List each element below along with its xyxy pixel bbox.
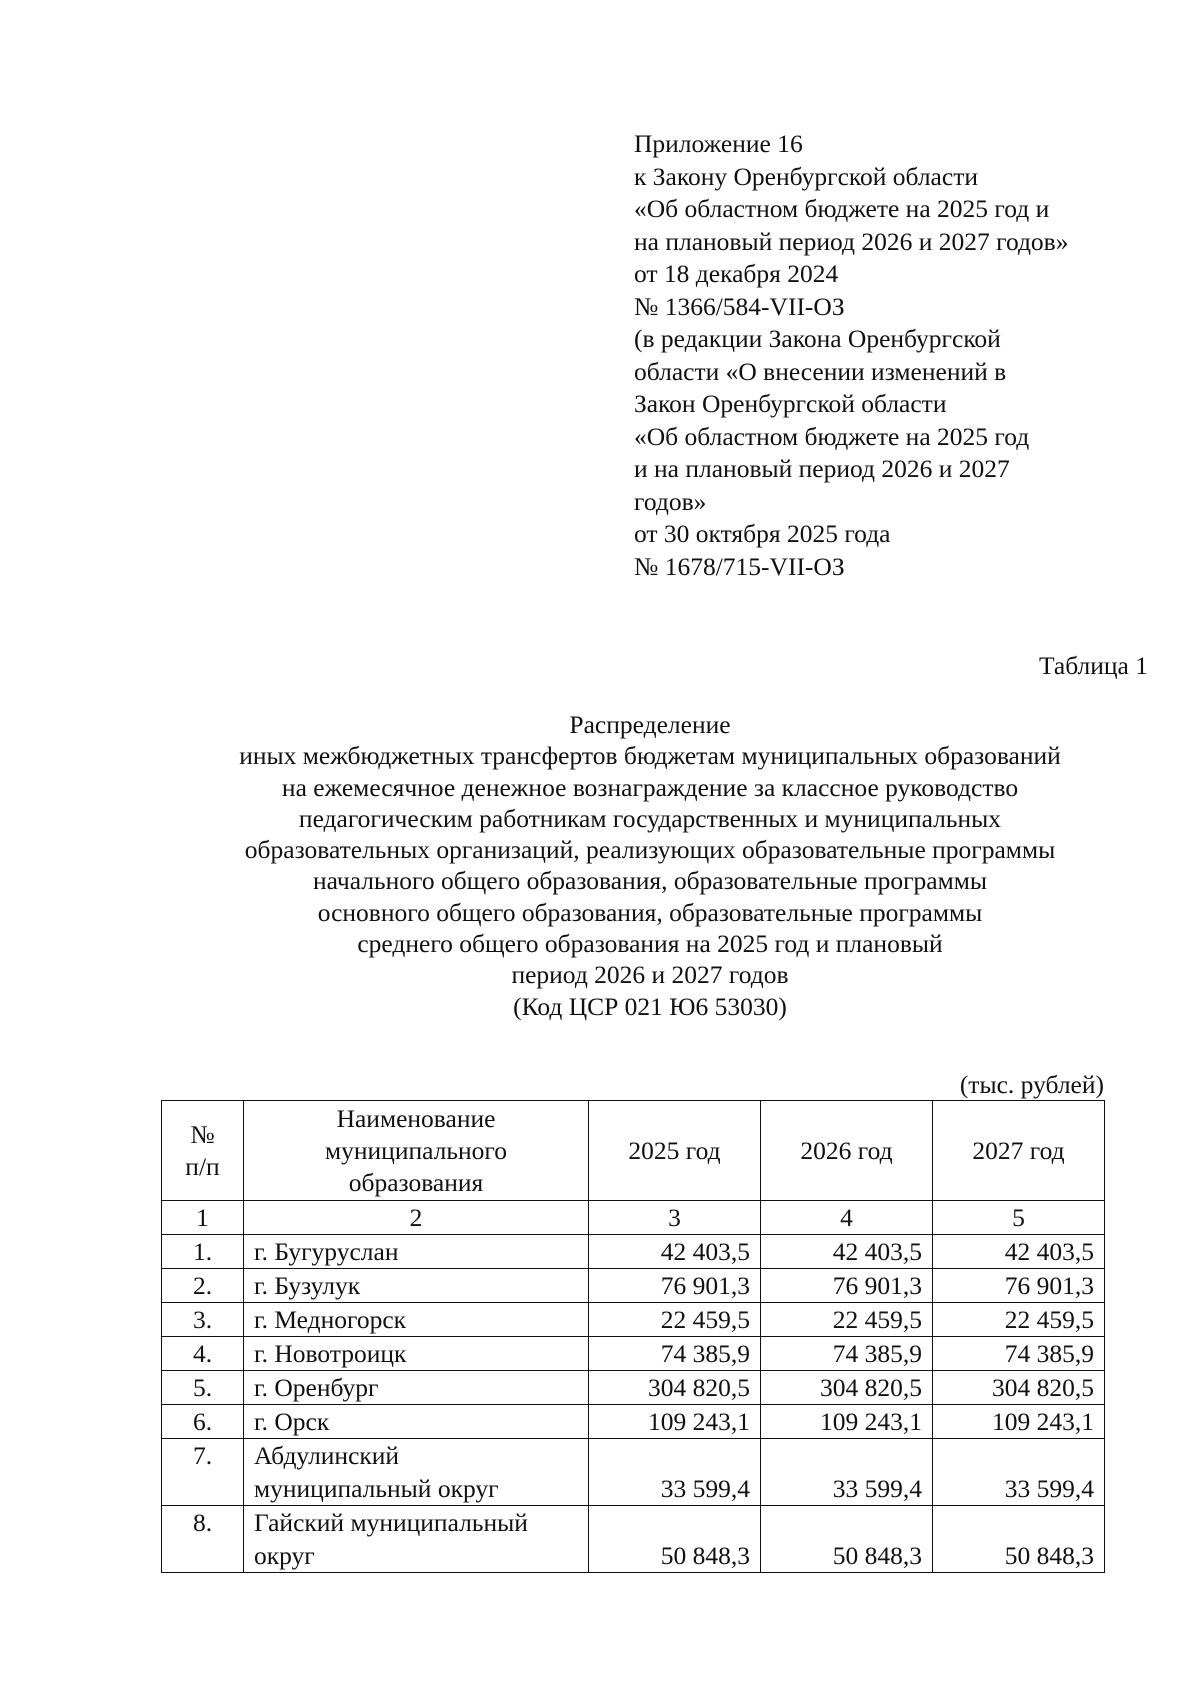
amount-2026: 22 459,5	[761, 1303, 933, 1337]
row-number: 6.	[162, 1405, 244, 1439]
appendix-line: «Об областном бюджете на 2025 год	[634, 421, 1030, 451]
municipality-name-line: г. Новотроицк	[254, 1339, 407, 1368]
column-number: 3	[589, 1201, 761, 1235]
amount-2027: 74 385,9	[933, 1337, 1105, 1371]
appendix-line: № 1678/715-VII-ОЗ	[634, 551, 845, 581]
municipality-name-line: г. Бугуруслан	[254, 1237, 399, 1266]
municipality-name	[244, 1303, 589, 1337]
municipality-name-line: г. Оренбург	[254, 1373, 379, 1402]
appendix-line: Закон Оренбургской области	[634, 389, 947, 418]
table-row	[162, 1439, 1105, 1506]
header-2025: 2025 год	[589, 1101, 761, 1201]
amount-2026: 109 243,1	[761, 1405, 933, 1439]
appendix-line: от 18 декабря 2024	[634, 259, 839, 288]
table-row	[162, 1405, 1105, 1439]
municipality-name	[244, 1337, 589, 1371]
row-number: 1.	[162, 1235, 244, 1269]
amount-2027: 33 599,4	[933, 1439, 1105, 1506]
municipality-name-line: г. Бузулук	[254, 1271, 361, 1300]
units-label: (тыс. рублей)	[959, 1070, 1104, 1099]
table-row	[162, 1303, 1105, 1337]
appendix-line: «Об областном бюджете на 2025 год и	[634, 194, 1050, 223]
title-line: образовательных организаций, реализующих образовательные программы	[244, 835, 1056, 865]
table-row	[162, 1235, 1105, 1269]
municipality-name	[244, 1269, 589, 1303]
amount-2025: 109 243,1	[589, 1405, 761, 1439]
title-line: иных межбюджетных трансфертов бюджетам муниципальных образований	[239, 741, 1061, 771]
amount-2026: 42 403,5	[761, 1235, 933, 1269]
appendix-header	[634, 128, 1154, 583]
amount-2027: 50 848,3	[933, 1506, 1105, 1573]
municipality-name-line: Гайский муниципальный	[254, 1508, 528, 1537]
amount-2027: 76 901,3	[933, 1269, 1105, 1303]
column-number: 1	[162, 1201, 244, 1235]
table-label: Таблица 1	[1038, 651, 1148, 680]
municipality-name-line: муниципальный округ	[254, 1474, 499, 1503]
table-row	[162, 1506, 1105, 1573]
row-number: 8.	[162, 1506, 244, 1573]
appendix-line: годов»	[634, 486, 707, 516]
appendix-line: к Закону Оренбургской области	[634, 161, 978, 191]
amount-2027: 42 403,5	[933, 1235, 1105, 1269]
amount-2026: 74 385,9	[761, 1337, 933, 1371]
header-num: № п/п	[162, 1101, 244, 1201]
amount-2025: 50 848,3	[589, 1506, 761, 1573]
title-line: Распределение	[569, 710, 731, 739]
amount-2027: 109 243,1	[933, 1405, 1105, 1439]
table-row	[162, 1269, 1105, 1303]
title-line: период 2026 и 2027 годов	[511, 960, 789, 990]
header-2026: 2026 год	[761, 1101, 933, 1201]
title-line: основного общего образования, образовательные программы	[317, 897, 983, 927]
amount-2025: 22 459,5	[589, 1303, 761, 1337]
row-number: 2.	[162, 1269, 244, 1303]
amount-2026: 76 901,3	[761, 1269, 933, 1303]
title-line: начального общего образования, образовательные программы	[312, 866, 988, 896]
municipality-name	[244, 1405, 589, 1439]
row-number: 5.	[162, 1371, 244, 1405]
column-number-row	[162, 1201, 1105, 1235]
municipality-name-line: г. Медногорск	[254, 1305, 407, 1334]
amount-2026: 50 848,3	[761, 1506, 933, 1573]
amount-2025: 42 403,5	[589, 1235, 761, 1269]
document-title	[160, 709, 1140, 1022]
amount-2025: 304 820,5	[589, 1371, 761, 1405]
table-row	[162, 1337, 1105, 1371]
appendix-line: области «О внесении изменений в	[634, 356, 1007, 386]
title-line: педагогическим работникам государственных и муниципальных	[298, 803, 1002, 833]
appendix-line: (в редакции Закона Оренбургской	[634, 324, 1001, 353]
row-number: 7.	[162, 1439, 244, 1506]
municipality-name	[244, 1506, 589, 1573]
row-number: 3.	[162, 1303, 244, 1337]
municipality-name-line: г. Орск	[254, 1407, 330, 1436]
amount-2026: 304 820,5	[761, 1371, 933, 1405]
amount-2025: 74 385,9	[589, 1337, 761, 1371]
amount-2025: 33 599,4	[589, 1439, 761, 1506]
table-row	[162, 1371, 1105, 1405]
municipality-name	[244, 1371, 589, 1405]
header-name: Наименование муниципального образования	[244, 1101, 589, 1201]
amount-2027: 304 820,5	[933, 1371, 1105, 1405]
appendix-line: и на плановый период 2026 и 2027	[634, 454, 1010, 483]
appendix-line: № 1366/584-VII-ОЗ	[634, 291, 845, 321]
column-number: 5	[933, 1201, 1105, 1235]
column-number: 4	[761, 1201, 933, 1235]
appendix-line: на плановый период 2026 и 2027 годов»	[634, 226, 1069, 256]
municipality-name-line: округ	[254, 1541, 315, 1570]
title-line: на ежемесячное денежное вознаграждение за классное руководство	[281, 772, 1019, 802]
municipality-name	[244, 1235, 589, 1269]
appendix-line: Приложение 16	[634, 129, 803, 158]
amount-2026: 33 599,4	[761, 1439, 933, 1506]
allocation-table	[161, 1100, 1105, 1573]
row-number: 4.	[162, 1337, 244, 1371]
table-header-row	[162, 1101, 1105, 1201]
column-number: 2	[244, 1201, 589, 1235]
municipality-name	[244, 1439, 589, 1506]
municipality-name-line: Абдулинский	[254, 1441, 400, 1470]
amount-2027: 22 459,5	[933, 1303, 1105, 1337]
header-2027: 2027 год	[933, 1101, 1105, 1201]
amount-2025: 76 901,3	[589, 1269, 761, 1303]
title-line: (Код ЦСР 021 Ю6 53030)	[513, 991, 787, 1021]
appendix-line: от 30 октября 2025 года	[634, 519, 891, 548]
title-line: среднего общего образования на 2025 год и плановый	[357, 929, 943, 959]
